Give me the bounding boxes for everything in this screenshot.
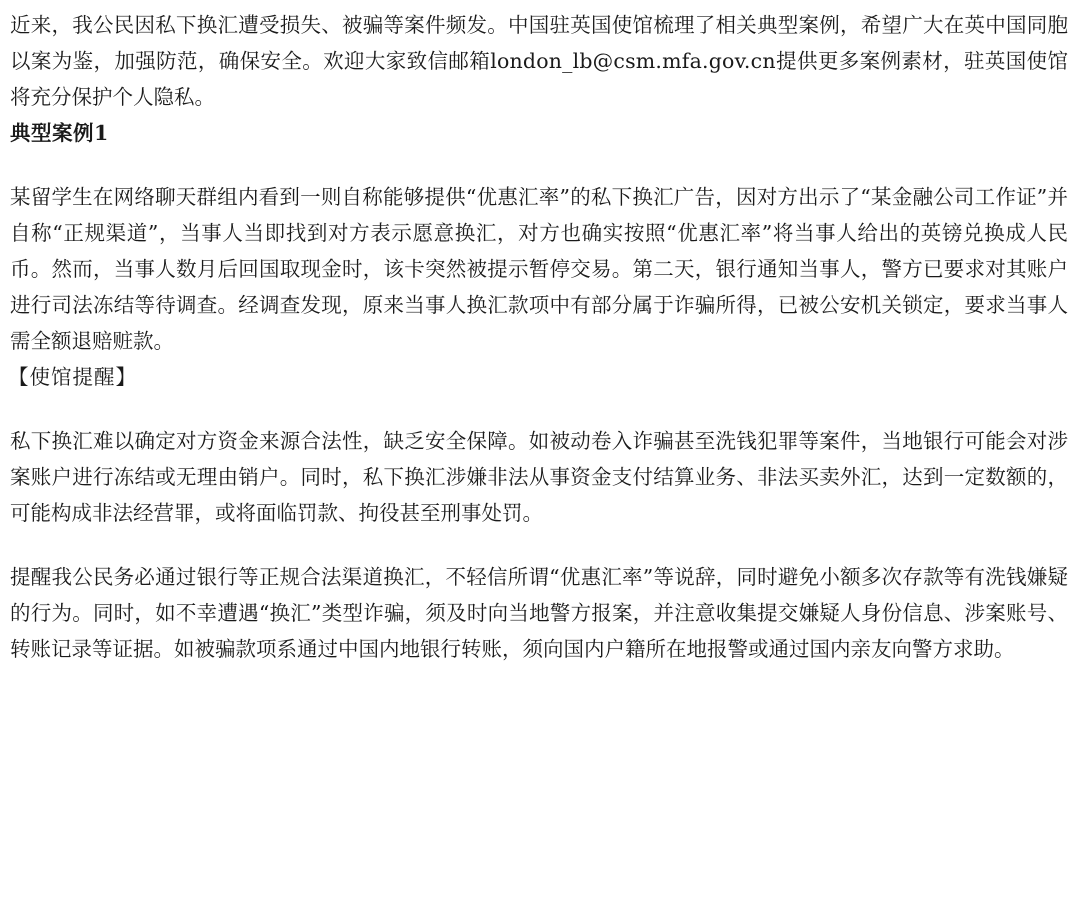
reminder-paragraph-2: 提醒我公民务必通过银行等正规合法渠道换汇，不轻信所谓“优惠汇率”等说辞，同时避免小额多次存款等有洗钱嫌疑的行为。同时，如不幸遭遇“换汇”类型诈骗，须及时向当地警方报案，并注意收集提交嫌疑人身份信息、涉案账号、转账记录等证据。如被骗款项系通过中国内地银行转账，须向国内户籍所在地报警或通过国内亲友向警方求助。 — [10, 565, 1068, 661]
reminder-heading: 【使馆提醒】 — [8, 365, 137, 389]
intro-text-after-email: 提供更多案例素材，驻英国使馆将充分保护个人隐私。 — [10, 49, 1069, 109]
intro-text-before-email: 近来，我公民因私下换汇遭受损失、被骗等案件频发。中国驻英国使馆梳理了相关典型案例，希望广大在英中国同胞以案为鉴，加强防范，确保安全。欢迎大家致信邮箱 — [10, 13, 1068, 73]
intro-paragraph — [10, 7, 1068, 115]
contact-email: london_lb@csm.mfa.gov.cn — [490, 49, 776, 73]
case-paragraph: 某留学生在网络聊天群组内看到一则自称能够提供“优惠汇率”的私下换汇广告，因对方出示了“某金融公司工作证”并自称“正规渠道”，当事人当即找到对方表示愿意换汇，对方也确实按照“优惠汇率”将当事人给出的英镑兑换成人民币。然而，当事人数月后回国取现金时，该卡突然被提示暂停交易。第二天，银行通知当事人，警方已要求对其账户进行司法冻结等待调查。经调查发现，原来当事人换汇款项中有部分属于诈骗所得，已被公安机关锁定，要求当事人需全额退赔赃款。 — [10, 185, 1068, 353]
reminder-paragraph-1: 私下换汇难以确定对方资金来源合法性，缺乏安全保障。如被动卷入诈骗甚至洗钱犯罪等案件，当地银行可能会对涉案账户进行冻结或无理由销户。同时，私下换汇涉嫌非法从事资金支付结算业务、非法买卖外汇，达到一定数额的，可能构成非法经营罪，或将面临罚款、拘役甚至刑事处罚。 — [10, 429, 1068, 525]
case-heading: 典型案例1 — [10, 121, 109, 145]
